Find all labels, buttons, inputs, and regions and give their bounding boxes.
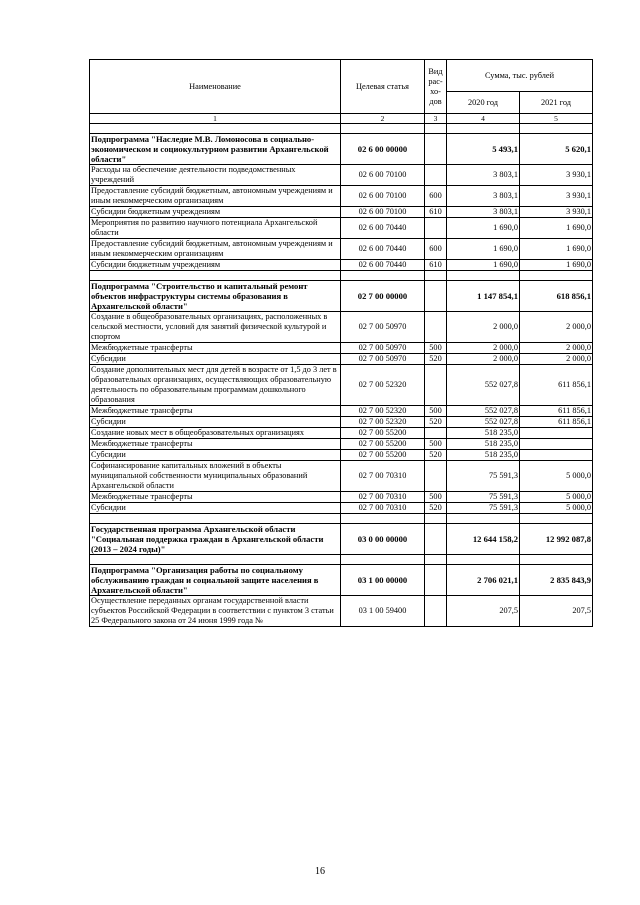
row-amount-2020: 1 690,0 — [447, 218, 520, 239]
spacer-cell — [520, 514, 593, 524]
table-row — [90, 218, 593, 239]
column-number: 5 — [520, 114, 593, 124]
row-type — [425, 524, 447, 555]
table-row — [90, 207, 593, 218]
row-code: 03 0 00 00000 — [341, 524, 425, 555]
row-amount-2021: 611 856,1 — [520, 406, 593, 417]
row-code: 02 6 00 70440 — [341, 218, 425, 239]
row-amount-2021: 2 835 843,9 — [520, 565, 593, 596]
row-type — [425, 428, 447, 439]
page-number: 16 — [315, 866, 325, 877]
row-type: 610 — [425, 260, 447, 271]
row-amount-2020: 552 027,8 — [447, 406, 520, 417]
table-row — [90, 260, 593, 271]
row-name: Расходы на обеспечение деятельности подведомственных учреждений — [90, 165, 341, 186]
table-row — [90, 461, 593, 492]
row-name: Межбюджетные трансферты — [90, 406, 341, 417]
row-amount-2020: 2 000,0 — [447, 354, 520, 365]
header-name: Наименование — [90, 60, 341, 114]
table-row — [90, 450, 593, 461]
spacer-cell — [90, 271, 341, 281]
row-amount-2021: 3 930,1 — [520, 207, 593, 218]
row-amount-2020: 1 690,0 — [447, 239, 520, 260]
row-type — [425, 312, 447, 343]
table-row-program — [90, 134, 593, 165]
row-code: 02 7 00 55200 — [341, 428, 425, 439]
row-amount-2021: 207,5 — [520, 596, 593, 627]
spacer-cell — [447, 514, 520, 524]
row-code: 02 6 00 70100 — [341, 207, 425, 218]
spacer-cell — [90, 514, 341, 524]
row-name: Создание новых мест в общеобразовательных организациях — [90, 428, 341, 439]
row-type — [425, 365, 447, 406]
row-code: 02 7 00 55200 — [341, 439, 425, 450]
row-amount-2020: 5 493,1 — [447, 134, 520, 165]
row-amount-2021: 611 856,1 — [520, 417, 593, 428]
row-name: Создание в общеобразовательных организациях, расположенных в сельской местности, условий для занятий физической культурой и спортом — [90, 312, 341, 343]
row-amount-2021: 12 992 087,8 — [520, 524, 593, 555]
table-row-program — [90, 281, 593, 312]
row-code: 02 7 00 52320 — [341, 365, 425, 406]
row-name: Мероприятия по развитию научного потенциала Архангельской области — [90, 218, 341, 239]
row-code: 03 1 00 00000 — [341, 565, 425, 596]
row-type: 520 — [425, 417, 447, 428]
row-amount-2020: 518 235,0 — [447, 428, 520, 439]
row-name: Софинансирование капитальных вложений в объекты муниципальной собственности муниципальных образований Архангельской области — [90, 461, 341, 492]
row-amount-2020: 75 591,3 — [447, 461, 520, 492]
column-number-row — [90, 114, 593, 124]
row-code: 02 6 00 70100 — [341, 186, 425, 207]
spacer-cell — [520, 271, 593, 281]
row-name: Государственная программа Архангельской области "Социальная поддержка граждан в Архангельской области (2013 – 2024 годы)" — [90, 524, 341, 555]
row-code: 02 6 00 70440 — [341, 260, 425, 271]
row-name: Осуществление переданных органам государственной власти субъектов Российской Федерации в соответствии с пунктом 3 статьи 25 Федерального закона от 24 июня 1999 года № — [90, 596, 341, 627]
row-type: 520 — [425, 354, 447, 365]
row-amount-2020: 552 027,8 — [447, 417, 520, 428]
table-row — [90, 343, 593, 354]
row-name: Создание дополнительных мест для детей в возрасте от 1,5 до 3 лет в образовательных организациях, осуществляющих образовательную деятельность по образовательным программам дошкольного образования — [90, 365, 341, 406]
row-name: Подпрограмма "Строительство и капитальный ремонт объектов инфраструктуры системы образования в Архангельской области" — [90, 281, 341, 312]
row-type: 610 — [425, 207, 447, 218]
row-type — [425, 461, 447, 492]
row-amount-2020: 2 000,0 — [447, 343, 520, 354]
row-type: 500 — [425, 492, 447, 503]
row-amount-2021: 3 930,1 — [520, 186, 593, 207]
row-type: 500 — [425, 406, 447, 417]
header-year-2020: 2020 год — [447, 92, 520, 114]
row-type: 500 — [425, 343, 447, 354]
row-code: 02 6 00 70100 — [341, 165, 425, 186]
spacer-cell — [341, 271, 425, 281]
row-amount-2021: 1 690,0 — [520, 239, 593, 260]
table-row — [90, 406, 593, 417]
row-type — [425, 281, 447, 312]
header-year-2021: 2021 год — [520, 92, 593, 114]
row-amount-2020: 518 235,0 — [447, 450, 520, 461]
row-name: Межбюджетные трансферты — [90, 343, 341, 354]
row-amount-2021: 611 856,1 — [520, 365, 593, 406]
table-row — [90, 239, 593, 260]
column-number: 1 — [90, 114, 341, 124]
spacer-cell — [520, 124, 593, 134]
table-row — [90, 165, 593, 186]
row-code: 02 7 00 52320 — [341, 406, 425, 417]
row-amount-2021: 5 000,0 — [520, 461, 593, 492]
column-number: 4 — [447, 114, 520, 124]
spacer-cell — [341, 124, 425, 134]
table-row — [90, 417, 593, 428]
column-number: 3 — [425, 114, 447, 124]
row-type — [425, 565, 447, 596]
spacer-row — [90, 271, 593, 281]
row-amount-2020: 3 803,1 — [447, 186, 520, 207]
row-type — [425, 165, 447, 186]
row-amount-2021 — [520, 428, 593, 439]
row-amount-2020: 3 803,1 — [447, 165, 520, 186]
table-row — [90, 312, 593, 343]
row-type: 520 — [425, 450, 447, 461]
row-type: 500 — [425, 439, 447, 450]
row-code: 02 7 00 50970 — [341, 312, 425, 343]
table-row — [90, 186, 593, 207]
column-number: 2 — [341, 114, 425, 124]
row-amount-2020: 2 706 021,1 — [447, 565, 520, 596]
spacer-cell — [425, 555, 447, 565]
row-type: 600 — [425, 186, 447, 207]
row-amount-2021: 2 000,0 — [520, 343, 593, 354]
table-row — [90, 439, 593, 450]
table-row — [90, 596, 593, 627]
row-amount-2021: 5 000,0 — [520, 503, 593, 514]
row-amount-2020: 2 000,0 — [447, 312, 520, 343]
spacer-cell — [341, 514, 425, 524]
spacer-row — [90, 514, 593, 524]
row-name: Подпрограмма "Наследие М.В. Ломоносова в социально-экономическом и социокультурном развитии Архангельской области" — [90, 134, 341, 165]
row-name: Субсидии бюджетным учреждениям — [90, 260, 341, 271]
table-row — [90, 354, 593, 365]
row-amount-2021: 1 690,0 — [520, 260, 593, 271]
row-name: Предоставление субсидий бюджетным, автономным учреждениям и иным некоммерческим организациям — [90, 186, 341, 207]
row-name: Межбюджетные трансферты — [90, 439, 341, 450]
row-amount-2021: 618 856,1 — [520, 281, 593, 312]
row-name: Межбюджетные трансферты — [90, 492, 341, 503]
spacer-cell — [425, 514, 447, 524]
row-code: 02 7 00 70310 — [341, 461, 425, 492]
row-amount-2020: 518 235,0 — [447, 439, 520, 450]
row-code: 02 7 00 52320 — [341, 417, 425, 428]
row-name: Субсидии — [90, 450, 341, 461]
row-amount-2021: 2 000,0 — [520, 312, 593, 343]
row-code: 02 7 00 70310 — [341, 503, 425, 514]
row-name: Субсидии — [90, 503, 341, 514]
table-row — [90, 365, 593, 406]
spacer-cell — [447, 124, 520, 134]
row-code: 02 7 00 50970 — [341, 343, 425, 354]
spacer-cell — [341, 555, 425, 565]
row-type — [425, 596, 447, 627]
row-name: Субсидии — [90, 417, 341, 428]
spacer-cell — [425, 124, 447, 134]
row-amount-2020: 75 591,3 — [447, 492, 520, 503]
spacer-row — [90, 124, 593, 134]
row-amount-2020: 207,5 — [447, 596, 520, 627]
spacer-cell — [447, 555, 520, 565]
row-amount-2020: 552 027,8 — [447, 365, 520, 406]
row-amount-2021 — [520, 450, 593, 461]
row-type: 600 — [425, 239, 447, 260]
spacer-cell — [90, 124, 341, 134]
row-amount-2021: 1 690,0 — [520, 218, 593, 239]
row-code: 02 7 00 55200 — [341, 450, 425, 461]
row-amount-2020: 1 690,0 — [447, 260, 520, 271]
table-row — [90, 503, 593, 514]
row-amount-2021: 5 620,1 — [520, 134, 593, 165]
row-amount-2020: 3 803,1 — [447, 207, 520, 218]
row-amount-2020: 1 147 854,1 — [447, 281, 520, 312]
header-type: Вид рас-хо-дов — [425, 60, 447, 114]
header-sum: Сумма, тыс. рублей — [447, 60, 593, 92]
row-amount-2021 — [520, 439, 593, 450]
header-code: Целевая статья — [341, 60, 425, 114]
table-row-program — [90, 524, 593, 555]
spacer-cell — [520, 555, 593, 565]
row-amount-2020: 12 644 158,2 — [447, 524, 520, 555]
row-amount-2021: 3 930,1 — [520, 165, 593, 186]
table-row — [90, 428, 593, 439]
spacer-cell — [425, 271, 447, 281]
row-type: 520 — [425, 503, 447, 514]
table-body — [90, 124, 593, 627]
row-amount-2020: 75 591,3 — [447, 503, 520, 514]
row-name: Субсидии бюджетным учреждениям — [90, 207, 341, 218]
row-name: Предоставление субсидий бюджетным, автономным учреждениям и иным некоммерческим организациям — [90, 239, 341, 260]
row-code: 03 1 00 59400 — [341, 596, 425, 627]
row-code: 02 7 00 00000 — [341, 281, 425, 312]
row-code: 02 7 00 70310 — [341, 492, 425, 503]
row-name: Подпрограмма "Организация работы по социальному обслуживанию граждан и социальной защите населения в Архангельской области" — [90, 565, 341, 596]
spacer-cell — [447, 271, 520, 281]
row-code: 02 6 00 00000 — [341, 134, 425, 165]
spacer-row — [90, 555, 593, 565]
row-amount-2021: 2 000,0 — [520, 354, 593, 365]
row-type — [425, 134, 447, 165]
row-amount-2021: 5 000,0 — [520, 492, 593, 503]
row-code: 02 6 00 70440 — [341, 239, 425, 260]
budget-table — [89, 59, 593, 627]
spacer-cell — [90, 555, 341, 565]
table-row-program — [90, 565, 593, 596]
row-name: Субсидии — [90, 354, 341, 365]
table-row — [90, 492, 593, 503]
row-type — [425, 218, 447, 239]
row-code: 02 7 00 50970 — [341, 354, 425, 365]
